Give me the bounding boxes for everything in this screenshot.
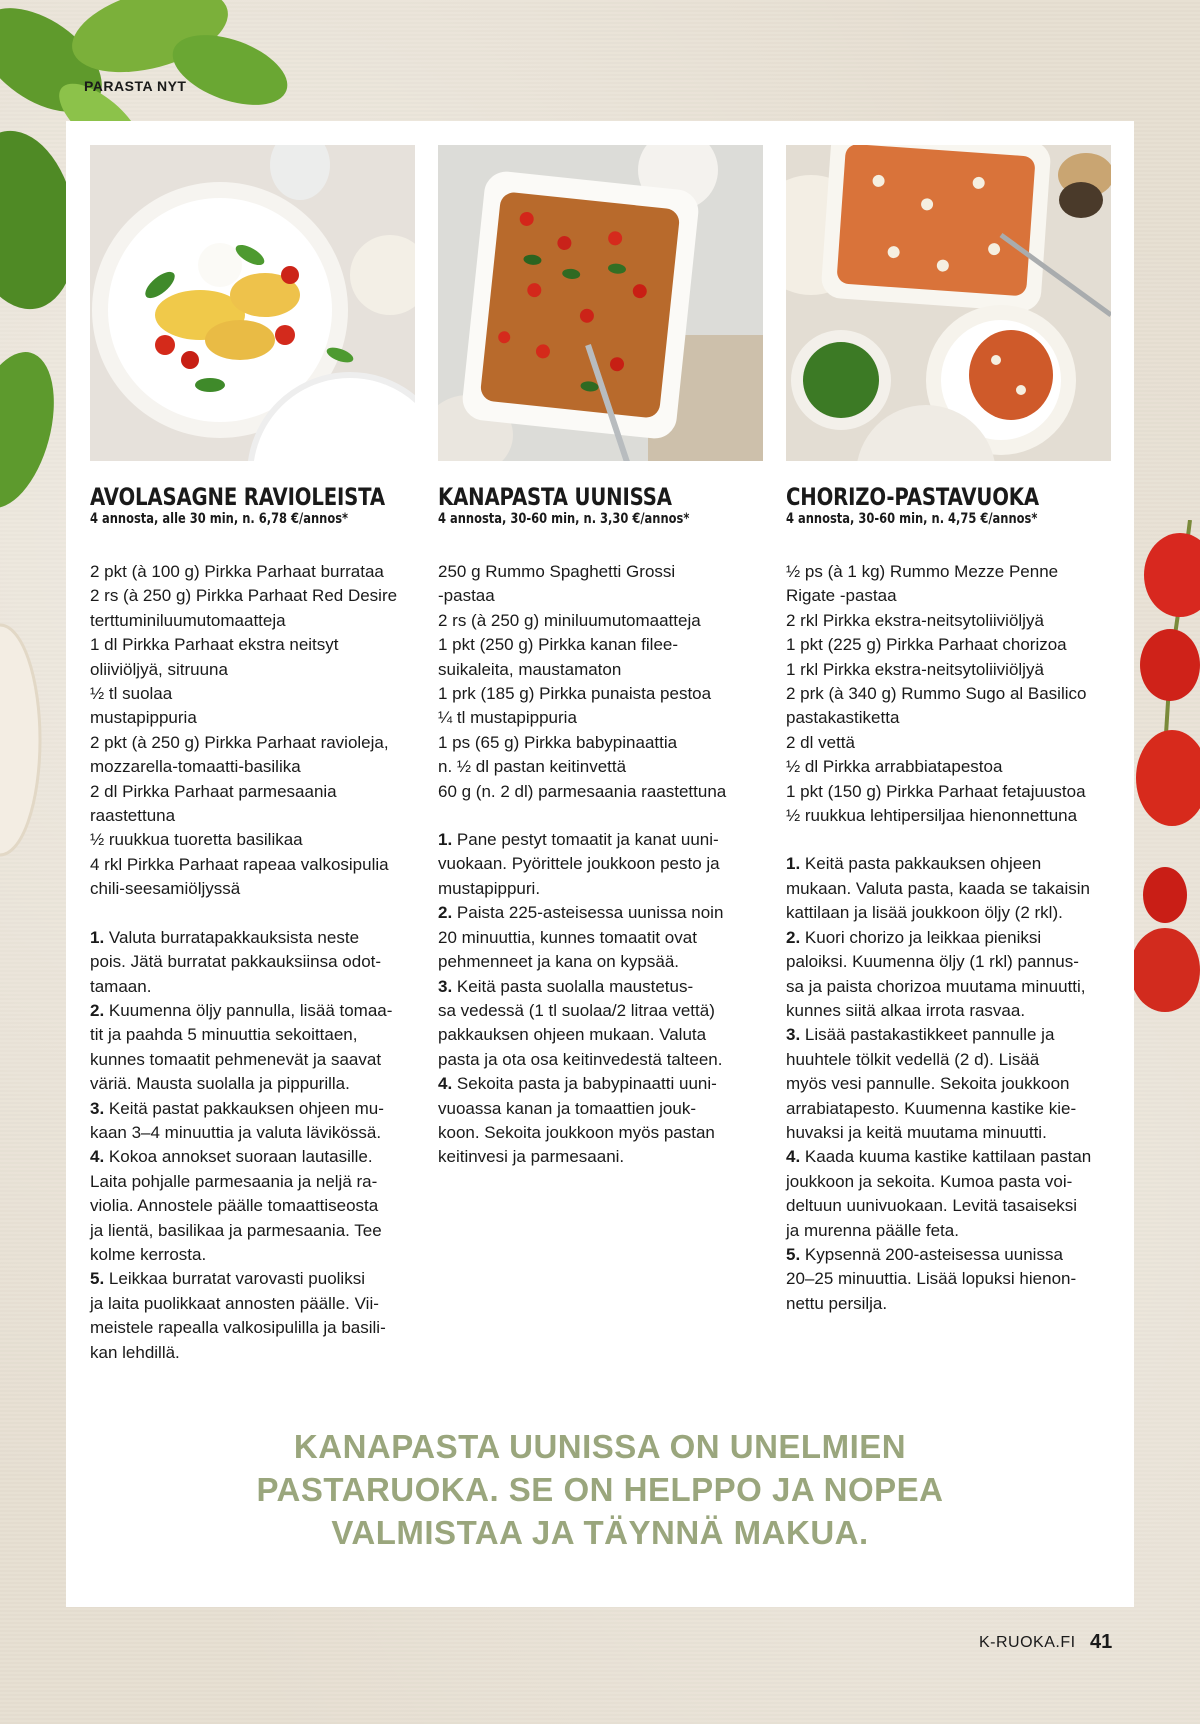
instruction-line bbox=[786, 1243, 1111, 1267]
instruction-line bbox=[90, 1097, 415, 1121]
section-label: PARASTA NYT bbox=[84, 78, 187, 94]
ingredient-line: 60 g (n. 2 dl) parmesaania raastettuna bbox=[438, 781, 727, 801]
step-number: 4. bbox=[438, 1074, 453, 1094]
instruction-line bbox=[786, 1170, 1111, 1194]
ingredient-line: 2 rs (à 250 g) miniluumutomaatteja bbox=[438, 610, 701, 630]
instruction-line bbox=[786, 999, 1111, 1023]
ingredient-line: 2 rkl Pirkka ekstra-neitsytoliiviöljyä bbox=[786, 610, 1044, 630]
step-text: Valuta burratapakkauksista neste bbox=[104, 927, 360, 947]
pull-quote-line: VALMISTAA JA TÄYNNÄ MAKUA. bbox=[331, 1514, 869, 1551]
ingredient-line: 2 pkt (à 100 g) Pirkka Parhaat burrataa bbox=[90, 562, 384, 581]
ingredient-line: 1 dl Pirkka Parhaat ekstra neitsyt bbox=[90, 635, 339, 655]
step-text: violia. Annostele päälle tomaattiseosta bbox=[90, 1196, 379, 1216]
instruction-line bbox=[438, 1121, 763, 1145]
instruction-line bbox=[90, 975, 415, 999]
ingredient-line: mozzarella-tomaatti-basilika bbox=[90, 757, 301, 777]
ingredient-line: oliiviöljyä, sitruuna bbox=[90, 659, 228, 679]
instruction-line bbox=[90, 1219, 415, 1243]
step-text: Keitä pasta suolalla maustetus- bbox=[452, 976, 694, 996]
recipe-title: KANAPASTA UUNISSA bbox=[438, 483, 672, 511]
ingredient-line: 2 dl vettä bbox=[786, 732, 855, 752]
instruction-line bbox=[90, 1072, 415, 1096]
ingredient-line: 1 pkt (250 g) Pirkka kanan filee- bbox=[438, 635, 679, 655]
step-text: kattilaan ja lisää joukkoon öljy (2 rkl). bbox=[786, 903, 1063, 923]
instruction-line bbox=[786, 1097, 1111, 1121]
instruction-line bbox=[90, 1145, 415, 1169]
ravioli-plate-photo bbox=[90, 145, 415, 461]
recipe-column bbox=[438, 145, 763, 1170]
instruction-line bbox=[786, 926, 1111, 950]
instruction-line bbox=[438, 877, 763, 901]
step-text: kaan 3–4 minuuttia ja valuta lävikössä. bbox=[90, 1122, 382, 1142]
penne-casserole-photo bbox=[786, 145, 1111, 461]
footer-website: K-RUOKA.FI bbox=[979, 1634, 1076, 1651]
instruction-line bbox=[786, 1072, 1111, 1096]
pull-quote bbox=[66, 1425, 1134, 1554]
instruction-line bbox=[438, 999, 763, 1023]
instruction-line bbox=[90, 1023, 415, 1047]
step-text: myös vesi pannulle. Sekoita joukkoon bbox=[786, 1074, 1070, 1094]
recipe-title: AVOLASAGNE RAVIOLEISTA bbox=[90, 483, 385, 511]
recipe-column bbox=[786, 145, 1111, 1316]
step-text: Kuumenna öljy pannulla, lisää tomaa- bbox=[104, 1000, 393, 1020]
step-text: 20 minuuttia, kunnes tomaatit ovat bbox=[438, 927, 697, 947]
instruction-line bbox=[438, 1145, 763, 1169]
instruction-line bbox=[90, 1292, 415, 1316]
step-text: arrabiatapesto. Kuumenna kastike kie- bbox=[786, 1098, 1077, 1118]
ingredient-line: ½ tl suolaa bbox=[90, 684, 173, 704]
instruction-line bbox=[438, 1023, 763, 1047]
step-text: Laita pohjalle parmesaania ja neljä ra- bbox=[90, 1171, 378, 1191]
ingredient-list bbox=[90, 560, 415, 902]
ingredient-list bbox=[438, 560, 763, 804]
ingredient-line: -pastaa bbox=[438, 586, 495, 606]
instruction-steps bbox=[786, 852, 1111, 1316]
instruction-line bbox=[438, 901, 763, 925]
instruction-line bbox=[438, 926, 763, 950]
recipe-title: CHORIZO-PASTAVUOKA bbox=[786, 483, 1039, 511]
ingredient-line: ½ dl Pirkka arrabbiatapestoa bbox=[786, 757, 1003, 777]
step-text: Kuori chorizo ja leikkaa pieniksi bbox=[800, 927, 1042, 947]
ingredient-line: n. ½ dl pastan keitinvettä bbox=[438, 757, 627, 777]
instruction-line bbox=[786, 1292, 1111, 1316]
instruction-line bbox=[786, 852, 1111, 876]
step-text: Sekoita pasta ja babypinaatti uuni- bbox=[452, 1074, 717, 1094]
step-number: 1. bbox=[90, 927, 105, 947]
instruction-line bbox=[786, 950, 1111, 974]
instruction-line bbox=[90, 950, 415, 974]
instruction-line bbox=[786, 901, 1111, 925]
step-text: keitinvesi ja parmesaani. bbox=[438, 1147, 625, 1167]
instruction-line bbox=[90, 1267, 415, 1291]
ingredient-line: pastakastiketta bbox=[786, 708, 900, 728]
step-text: meistele rapealla valkosipulilla ja basili- bbox=[90, 1318, 386, 1338]
ingredient-line: ½ ruukkua tuoretta basilikaa bbox=[90, 830, 303, 850]
pull-quote-line: KANAPASTA UUNISSA ON UNELMIEN bbox=[293, 1428, 907, 1465]
step-text: kan lehdillä. bbox=[90, 1342, 180, 1362]
step-text: Kokoa annokset suoraan lautasille. bbox=[104, 1147, 373, 1167]
instruction-line bbox=[786, 1267, 1111, 1291]
spaghetti-casserole-photo bbox=[438, 145, 763, 461]
instruction-line bbox=[90, 1341, 415, 1365]
step-number: 2. bbox=[786, 927, 801, 947]
instruction-line bbox=[90, 1121, 415, 1145]
ingredient-line: 1 rkl Pirkka ekstra-neitsytoliiviöljyä bbox=[786, 659, 1044, 679]
ingredient-line: 250 g Rummo Spaghetti Grossi bbox=[438, 562, 676, 581]
recipe-meta: 4 annosta, alle 30 min, n. 6,78 €/annos* bbox=[90, 511, 349, 527]
plate-edge-decoration bbox=[0, 620, 50, 860]
step-text: paloiksi. Kuumenna öljy (1 rkl) pannus- bbox=[786, 952, 1079, 972]
instruction-line bbox=[90, 1243, 415, 1267]
step-text: Kaada kuuma kastike kattilaan pastan bbox=[800, 1147, 1092, 1167]
step-text: Keitä pasta pakkauksen ohjeen bbox=[800, 854, 1042, 874]
step-text: kunnes siitä alkaa irrota rasvaa. bbox=[786, 1000, 1026, 1020]
step-number: 4. bbox=[90, 1147, 105, 1167]
step-text: mukaan. Valuta pasta, kaada se takaisin bbox=[786, 878, 1090, 898]
step-number: 2. bbox=[438, 903, 453, 923]
instruction-line bbox=[90, 926, 415, 950]
instruction-line bbox=[786, 1121, 1111, 1145]
step-text: Paista 225-asteisessa uunissa noin bbox=[452, 903, 724, 923]
step-number: 5. bbox=[90, 1269, 105, 1289]
step-text: kolme kerrosta. bbox=[90, 1244, 207, 1264]
step-number: 2. bbox=[90, 1000, 105, 1020]
instruction-steps bbox=[438, 828, 763, 1170]
step-number: 1. bbox=[438, 830, 453, 850]
instruction-line bbox=[786, 975, 1111, 999]
recipe-meta: 4 annosta, 30-60 min, n. 3,30 €/annos* bbox=[438, 511, 690, 527]
step-text: pois. Jätä burratat pakkauksiinsa odot- bbox=[90, 952, 382, 972]
step-text: 20–25 minuuttia. Lisää lopuksi hienon- bbox=[786, 1269, 1077, 1289]
ingredient-line: terttuminiluumutomaatteja bbox=[90, 610, 286, 630]
ingredient-line: 1 prk (185 g) Pirkka punaista pestoa bbox=[438, 684, 712, 704]
instruction-line bbox=[90, 1194, 415, 1218]
instruction-line bbox=[438, 1097, 763, 1121]
instruction-line bbox=[786, 1219, 1111, 1243]
instruction-line bbox=[438, 975, 763, 999]
step-text: ja laita puolikkaat annosten päälle. Vii- bbox=[90, 1293, 379, 1313]
step-text: sa ja paista chorizoa muutama minuutti, bbox=[786, 976, 1086, 996]
step-text: Kypsennä 200-asteisessa uunissa bbox=[800, 1244, 1063, 1264]
instruction-line bbox=[438, 852, 763, 876]
ingredient-line: 2 pkt (à 250 g) Pirkka Parhaat ravioleja, bbox=[90, 732, 389, 752]
step-text: deltuun uunivuokaan. Levitä tasaiseksi bbox=[786, 1196, 1078, 1216]
ingredient-line: 1 pkt (150 g) Pirkka Parhaat fetajuustoa bbox=[786, 781, 1086, 801]
step-number: 3. bbox=[786, 1025, 801, 1045]
step-number: 4. bbox=[786, 1147, 801, 1167]
ingredient-line: Rigate -pastaa bbox=[786, 586, 897, 606]
instruction-line bbox=[90, 999, 415, 1023]
step-text: koon. Sekoita joukkoon myös pastan bbox=[438, 1122, 715, 1142]
ingredient-line: mustapippuria bbox=[90, 708, 197, 728]
step-text: väriä. Mausta suolalla ja pippurilla. bbox=[90, 1074, 350, 1094]
step-text: pehmenneet ja kana on kypsää. bbox=[438, 952, 680, 972]
pull-quote-line: PASTARUOKA. SE ON HELPPO JA NOPEA bbox=[256, 1471, 944, 1508]
ingredient-line: ¼ tl mustapippuria bbox=[438, 708, 577, 728]
ingredient-line: 1 ps (65 g) Pirkka babypinaattia bbox=[438, 732, 678, 752]
step-text: Keitä pastat pakkauksen ohjeen mu- bbox=[104, 1098, 384, 1118]
step-text: mustapippuri. bbox=[438, 878, 541, 898]
step-text: pakkauksen ohjeen mukaan. Valuta bbox=[438, 1025, 707, 1045]
instruction-line bbox=[90, 1170, 415, 1194]
step-text: Leikkaa burratat varovasti puoliksi bbox=[104, 1269, 365, 1289]
instruction-line bbox=[786, 1194, 1111, 1218]
ingredient-line: raastettuna bbox=[90, 806, 176, 826]
instruction-line bbox=[90, 1048, 415, 1072]
step-number: 5. bbox=[786, 1244, 801, 1264]
step-text: joukkoon ja sekoita. Kumoa pasta voi- bbox=[786, 1171, 1073, 1191]
page-number: 41 bbox=[1090, 1631, 1113, 1653]
instruction-line bbox=[786, 1023, 1111, 1047]
ingredient-list bbox=[786, 560, 1111, 828]
ingredient-line: 2 prk (à 340 g) Rummo Sugo al Basilico bbox=[786, 684, 1087, 704]
step-text: huvaksi ja keitä muutama minuutti. bbox=[786, 1122, 1047, 1142]
step-text: tamaan. bbox=[90, 976, 152, 996]
step-text: Pane pestyt tomaatit ja kanat uuni- bbox=[452, 830, 719, 850]
ingredient-line: 2 dl Pirkka Parhaat parmesaania bbox=[90, 781, 337, 801]
step-text: ja murenna päälle feta. bbox=[786, 1220, 959, 1240]
ingredient-line: chili-seesamiöljyssä bbox=[90, 879, 241, 899]
ingredient-line: suikaleita, maustamaton bbox=[438, 659, 622, 679]
recipe-panel bbox=[66, 121, 1134, 1607]
instruction-line bbox=[90, 1316, 415, 1340]
instruction-line bbox=[438, 1048, 763, 1072]
ingredient-line: ½ ps (à 1 kg) Rummo Mezze Penne bbox=[786, 562, 1059, 581]
recipe-meta: 4 annosta, 30-60 min, n. 4,75 €/annos* bbox=[786, 511, 1038, 527]
ingredient-line: 4 rkl Pirkka Parhaat rapeaa valkosipulia bbox=[90, 854, 389, 874]
instruction-line bbox=[786, 877, 1111, 901]
instruction-line bbox=[438, 950, 763, 974]
step-text: pasta ja ota osa keitinvedestä talteen. bbox=[438, 1049, 723, 1069]
step-number: 3. bbox=[438, 976, 453, 996]
step-text: tit ja paahda 5 minuuttia sekoittaen, bbox=[90, 1025, 358, 1045]
step-text: Lisää pastakastikkeet pannulle ja bbox=[800, 1025, 1055, 1045]
step-text: sa vedessä (1 tl suolaa/2 litraa vettä) bbox=[438, 1000, 715, 1020]
step-text: kunnes tomaatit pehmenevät ja saavat bbox=[90, 1049, 382, 1069]
step-number: 1. bbox=[786, 854, 801, 874]
ingredient-line: ½ ruukkua lehtipersiljaa hienonnettuna bbox=[786, 806, 1078, 826]
step-text: vuokaan. Pyörittele joukkoon pesto ja bbox=[438, 854, 720, 874]
step-text: vuoassa kanan ja tomaattien jouk- bbox=[438, 1098, 696, 1118]
instruction-line bbox=[786, 1145, 1111, 1169]
ingredient-line: 2 rs (à 250 g) Pirkka Parhaat Red Desire bbox=[90, 586, 398, 606]
instruction-line bbox=[438, 828, 763, 852]
step-text: huuhtele tölkit vedellä (2 d). Lisää bbox=[786, 1049, 1040, 1069]
recipe-column bbox=[90, 145, 415, 1365]
instruction-line bbox=[438, 1072, 763, 1096]
ingredient-line: 1 pkt (225 g) Pirkka Parhaat chorizoa bbox=[786, 635, 1067, 655]
instruction-line bbox=[786, 1048, 1111, 1072]
step-text: nettu persilja. bbox=[786, 1293, 888, 1313]
instruction-steps bbox=[90, 926, 415, 1365]
step-number: 3. bbox=[90, 1098, 105, 1118]
step-text: ja lientä, basilikaa ja parmesaania. Tee bbox=[90, 1220, 382, 1240]
